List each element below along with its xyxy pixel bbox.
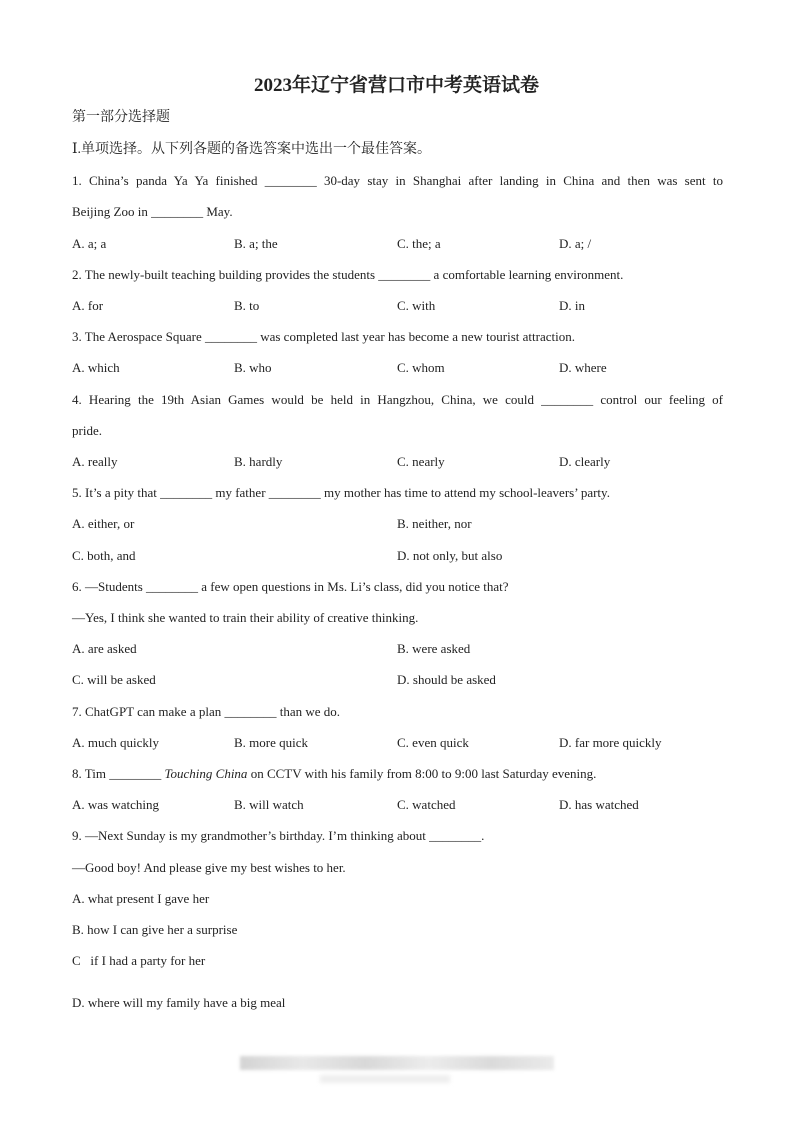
question-5-option-b: B. neither, nor	[397, 516, 472, 531]
question-1-stem: 1. China’s panda Ya Ya finished ________ 30-day stay in Shanghai after landing in China and then was sent to	[72, 173, 723, 188]
footer-watermark-sub	[320, 1075, 450, 1083]
question-4-stem: 4. Hearing the 19th Asian Games would be held in Hangzhou, China, we could ________ control our feeling of	[72, 392, 723, 407]
question-4-option-c: C. nearly	[397, 454, 445, 469]
question-9-stem-cont: —Good boy! And please give my best wishes to her.	[72, 860, 346, 875]
question-8-stem-post: on CCTV with his family from 8:00 to 9:00 last Saturday evening.	[247, 766, 597, 781]
question-8-option-c: C. watched	[397, 797, 456, 812]
question-6-option-d: D. should be asked	[397, 672, 496, 687]
question-3-option-b: B. who	[234, 360, 272, 375]
question-6-option-c: C. will be asked	[72, 672, 156, 687]
question-3-option-d: D. where	[559, 360, 607, 375]
question-9-option-a: A. what present I gave her	[72, 891, 210, 906]
question-9-stem: 9. —Next Sunday is my grandmother’s birthday. I’m thinking about ________.	[72, 828, 485, 843]
question-3-option-c: C. whom	[397, 360, 445, 375]
question-7-option-a: A. much quickly	[72, 735, 160, 750]
question-2-option-c: C. with	[397, 298, 436, 313]
question-1-option-d: D. a; /	[559, 236, 592, 251]
question-8-stem	[72, 766, 596, 782]
question-4-option-d: D. clearly	[559, 454, 611, 469]
question-1-stem-cont: Beijing Zoo in ________ May.	[72, 204, 233, 219]
question-7-option-b: B. more quick	[234, 735, 309, 750]
question-1-option-a: A. a; a	[72, 236, 107, 251]
question-8-option-b: B. will watch	[234, 797, 304, 812]
question-5-option-d: D. not only, but also	[397, 548, 503, 563]
question-5-option-a: A. either, or	[72, 516, 135, 531]
question-4-option-b: B. hardly	[234, 454, 283, 469]
question-6-stem-cont: —Yes, I think she wanted to train their ability of creative thinking.	[72, 610, 419, 625]
question-3-option-a: A. which	[72, 360, 120, 375]
question-5-option-c: C. both, and	[72, 548, 136, 563]
question-8-program-title: Touching China	[164, 766, 248, 781]
part-heading: 第一部分选择题	[72, 110, 170, 125]
question-7-option-c: C. even quick	[397, 735, 469, 750]
question-5-stem: 5. It’s a pity that ________ my father ________ my mother has time to attend my school-leavers’ party.	[72, 485, 610, 500]
question-2-stem: 2. The newly-built teaching building provides the students ________ a comfortable learning environment.	[72, 267, 624, 282]
question-1-option-c: C. the; a	[397, 236, 441, 251]
section-heading: Ⅰ.单项选择。从下列各题的备选答案中选出一个最佳答案。	[72, 142, 432, 157]
question-9-option-c: C if I had a party for her	[72, 953, 206, 968]
question-9-option-b: B. how I can give her a surprise	[72, 922, 238, 937]
question-6-option-a: A. are asked	[72, 641, 137, 656]
question-7-option-d: D. far more quickly	[559, 735, 662, 750]
question-2-option-b: B. to	[234, 298, 260, 313]
question-4-option-a: A. really	[72, 454, 118, 469]
question-3-stem: 3. The Aerospace Square ________ was completed last year has become a new tourist attraction.	[72, 329, 575, 344]
question-2-option-a: A. for	[72, 298, 104, 313]
question-9-option-d: D. where will my family have a big meal	[72, 995, 286, 1010]
question-6-stem: 6. —Students ________ a few open questions in Ms. Li’s class, did you notice that?	[72, 579, 509, 594]
page-title: 2023年辽宁省营口市中考英语试卷	[253, 75, 539, 96]
footer-watermark	[240, 1056, 554, 1070]
question-4-stem-cont: pride.	[72, 423, 102, 438]
question-1-option-b: B. a; the	[234, 236, 278, 251]
question-6-option-b: B. were asked	[397, 641, 471, 656]
question-2-option-d: D. in	[559, 298, 585, 313]
question-7-stem: 7. ChatGPT can make a plan ________ than we do.	[72, 704, 341, 719]
question-8-option-d: D. has watched	[559, 797, 639, 812]
question-8-option-a: A. was watching	[72, 797, 160, 812]
question-8-stem-pre: 8. Tim ________	[72, 766, 165, 781]
